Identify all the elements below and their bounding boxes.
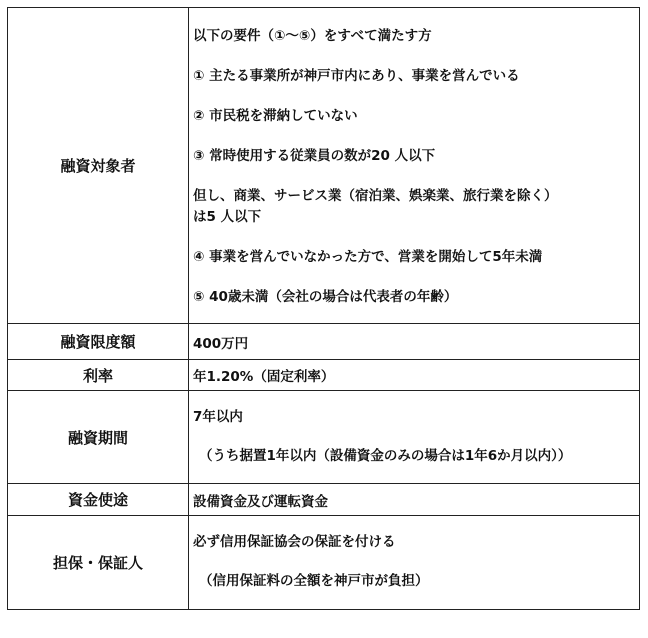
table-row-rate [8, 360, 640, 391]
requirement-3-note-line-1: 但し、商業、サービス業（宿泊業、娯楽業、旅行業を除く） [193, 188, 558, 204]
requirement-2: ② 市民税を滞納していない [193, 108, 358, 124]
row-value-target [189, 8, 640, 324]
term-note: （うち据置1年以内（設備資金のみの場合は1年6か月以内）） [199, 448, 572, 464]
row-value-use: 設備資金及び運転資金 [189, 484, 640, 516]
row-label-use: 資金使途 [8, 484, 189, 516]
table-row-target [8, 8, 640, 324]
table-row-use [8, 484, 640, 516]
row-value-guarantee [189, 516, 640, 610]
loan-conditions-table [7, 7, 640, 610]
row-label-rate: 利率 [8, 360, 189, 391]
table-row-guarantee [8, 516, 640, 610]
requirement-3-note [193, 187, 637, 226]
row-label-guarantee: 担保・保証人 [8, 516, 189, 610]
row-value-rate: 年1.20%（固定利率） [189, 360, 640, 391]
guarantee-value: 必ず信用保証協会の保証を付ける [193, 534, 396, 550]
table-row-limit [8, 324, 640, 360]
table-row-term [8, 391, 640, 484]
requirement-4: ④ 事業を営んでいなかった方で、営業を開始して5年未満 [193, 249, 543, 265]
row-label-limit: 融資限度額 [8, 324, 189, 360]
row-value-limit: 400万円 [189, 324, 640, 360]
requirement-3: ③ 常時使用する従業員の数が20 人以下 [193, 148, 436, 164]
term-value: 7年以内 [193, 409, 243, 425]
requirement-3-note-line-2: は5 人以下 [193, 209, 262, 225]
guarantee-note: （信用保証料の全額を神戸市が負担） [199, 573, 429, 589]
row-label-target: 融資対象者 [8, 8, 189, 324]
requirement-1: ① 主たる事業所が神戸市内にあり、事業を営んでいる [193, 68, 520, 84]
row-label-term: 融資期間 [8, 391, 189, 484]
row-value-term [189, 391, 640, 484]
target-intro: 以下の要件（①～⑤）をすべて満たす方 [193, 28, 432, 44]
requirement-5: ⑤ 40歳未満（会社の場合は代表者の年齢） [193, 289, 458, 305]
